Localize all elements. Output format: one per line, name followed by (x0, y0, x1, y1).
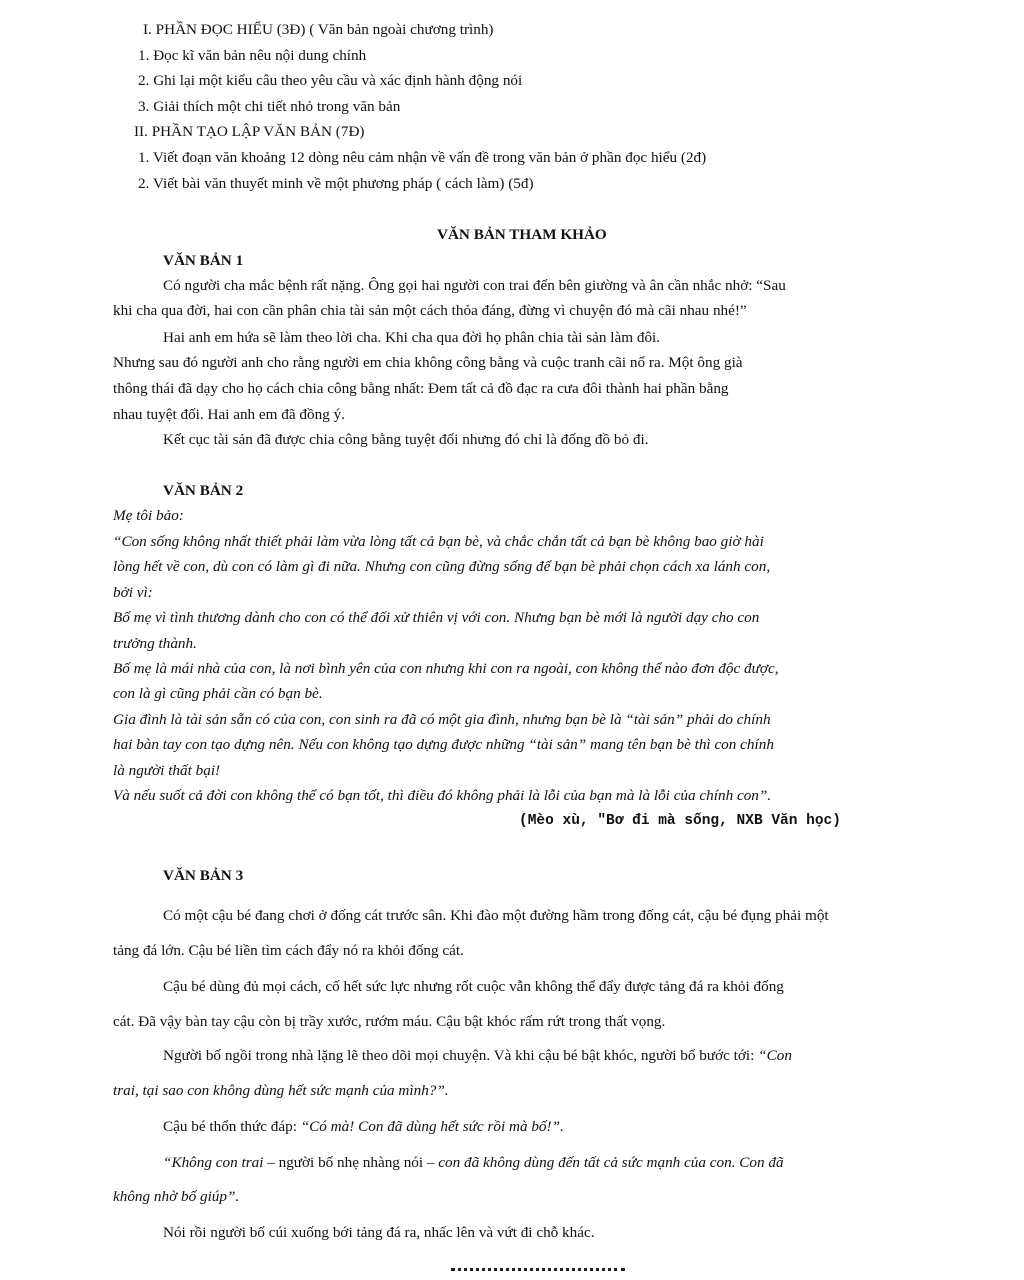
section1-item-2: 2. Ghi lại một kiểu câu theo yêu cầu và xác định hành động nói (138, 72, 523, 89)
text2-line: trưởng thành. (113, 635, 197, 652)
text2-line: con là gì cũng phải cần có bạn bè. (113, 685, 323, 702)
text3-line: không nhờ bố giúp”. (113, 1188, 240, 1205)
section2-item-2: 2. Viết bài văn thuyết minh về một phương pháp ( cách làm) (5đ) (138, 175, 534, 192)
text1-line: Kết cục tài sản đã được chia công bằng tuyệt đối nhưng đó chỉ là đống đồ bỏ đi. (163, 431, 649, 448)
text3-line: cát. Đã vậy bàn tay cậu còn bị trầy xước, rướm máu. Cậu bật khóc rấm rứt trong thất vọng. (113, 1013, 666, 1030)
text3-line: Cậu bé dùng đủ mọi cách, cố hết sức lực nhưng rốt cuộc vẫn không thể đẩy được tảng đá ra khỏi đống (163, 978, 784, 995)
text3-heading: VĂN BẢN 3 (163, 867, 244, 884)
text2-line: là người thất bại! (113, 762, 221, 779)
text1-line: nhau tuyệt đối. Hai anh em đã đồng ý. (113, 406, 345, 423)
text2-line: bởi vì: (113, 584, 153, 601)
text1-heading: VĂN BẢN 1 (163, 252, 244, 269)
text2-line: “Con sống không nhất thiết phải làm vừa lòng tất cả bạn bè, và chắc chắn tất cả bạn bè không bao giờ hài (113, 533, 764, 550)
text1-line: thông thái đã dạy cho họ cách chia công bằng nhất: Đem tất cả đồ đạc ra cưa đôi thành hai phần bằng (113, 380, 729, 397)
section1-title: I. PHẦN ĐỌC HIỂU (3Đ) ( Văn bản ngoài chương trình) (143, 21, 494, 38)
text3-line8-quote-b: con đã không dùng đến tất cả sức mạnh của con. Con đã (438, 1154, 784, 1171)
text3-line (163, 1046, 792, 1066)
section1-item-3: 3. Giải thích một chi tiết nhỏ trong văn bản (138, 98, 401, 115)
text3-line (163, 1117, 564, 1137)
text2-source: (Mèo xù, "Bơ đi mà sống, NXB Văn học) (519, 813, 841, 829)
text1-line: Hai anh em hứa sẽ làm theo lời cha. Khi cha qua đời họ phân chia tài sản làm đôi. (163, 329, 661, 346)
text1-line: Có người cha mắc bệnh rất nặng. Ông gọi hai người con trai đến bên giường và ân cần nhắc nhở: “Sau (163, 277, 786, 294)
text3-line8-quote-a: “Không con trai (163, 1154, 264, 1171)
text2-line: Mẹ tôi bảo: (113, 507, 184, 524)
text2-line: Bố mẹ là mái nhà của con, là nơi bình yên của con nhưng khi con ra ngoài, con không thể nào đơn độc được, (113, 660, 779, 677)
section2-title: II. PHẦN TẠO LẬP VĂN BẢN (7Đ) (134, 123, 365, 140)
section2-item-1: 1. Viết đoạn văn khoảng 12 dòng nêu cảm nhận về vấn đề trong văn bản ở phần đọc hiểu (2đ) (138, 149, 707, 166)
text3-line (163, 1153, 784, 1173)
text2-heading: VĂN BẢN 2 (163, 482, 244, 499)
section1-item-1: 1. Đọc kĩ văn bản nêu nội dung chính (138, 47, 367, 64)
reference-title: VĂN BẢN THAM KHẢO (437, 226, 607, 243)
text3-line: tảng đá lớn. Cậu bé liền tìm cách đẩy nó ra khỏi đống cát. (113, 942, 464, 959)
text2-line: Gia đình là tài sản sẵn có của con, con sinh ra đã có một gia đình, nhưng bạn bè là “tài sản” phải do chính (113, 711, 771, 728)
text3-line5-quote: “Con (758, 1047, 792, 1064)
text1-line: Nhưng sau đó người anh cho rằng người em chia không công bằng và cuộc tranh cãi nổ ra. Một ông già (113, 354, 743, 371)
text2-line: Và nếu suốt cả đời con không thể có bạn tốt, thì điều đó không phải là lỗi của bạn mà là lỗi của chính con”. (113, 787, 772, 804)
text3-line: trai, tại sao con không dùng hết sức mạnh của mình?”. (113, 1082, 449, 1099)
text1-line: khi cha qua đời, hai con cần phân chia tài sản một cách thỏa đáng, đừng vì chuyện đó mà cãi nhau nhé!” (113, 302, 747, 319)
text3-line5-plain: Người bố ngồi trong nhà lặng lẽ theo dõi mọi chuyện. Và khi cậu bé bật khóc, người bố bước tới: (163, 1047, 759, 1064)
dotted-divider (451, 1268, 625, 1271)
text2-line: Bố mẹ vì tình thương dành cho con có thể đối xử thiên vị với con. Nhưng bạn bè mới là người dạy cho con (113, 609, 760, 626)
text3-line7-plain: Cậu bé thổn thức đáp: (163, 1118, 301, 1135)
text3-line8-plain: – người bố nhẹ nhàng nói – (263, 1154, 439, 1171)
text2-line: lòng hết về con, dù con có làm gì đi nữa. Nhưng con cũng đừng sống để bạn bè phải chọn cách xa lánh con, (113, 558, 771, 575)
text2-line: hai bàn tay con tạo dựng nên. Nếu con không tạo dựng được những “tài sản” mang tên bạn bè thì con chính (113, 736, 774, 753)
text3-line: Nói rồi người bố cúi xuống bới tảng đá ra, nhấc lên và vứt đi chỗ khác. (163, 1224, 595, 1241)
text3-line: Có một cậu bé đang chơi ở đống cát trước sân. Khi đào một đường hầm trong đống cát, cậu bé đụng phải một (163, 907, 829, 924)
text3-line7-quote: “Có mà! Con đã dùng hết sức rồi mà bố!”. (300, 1118, 564, 1135)
